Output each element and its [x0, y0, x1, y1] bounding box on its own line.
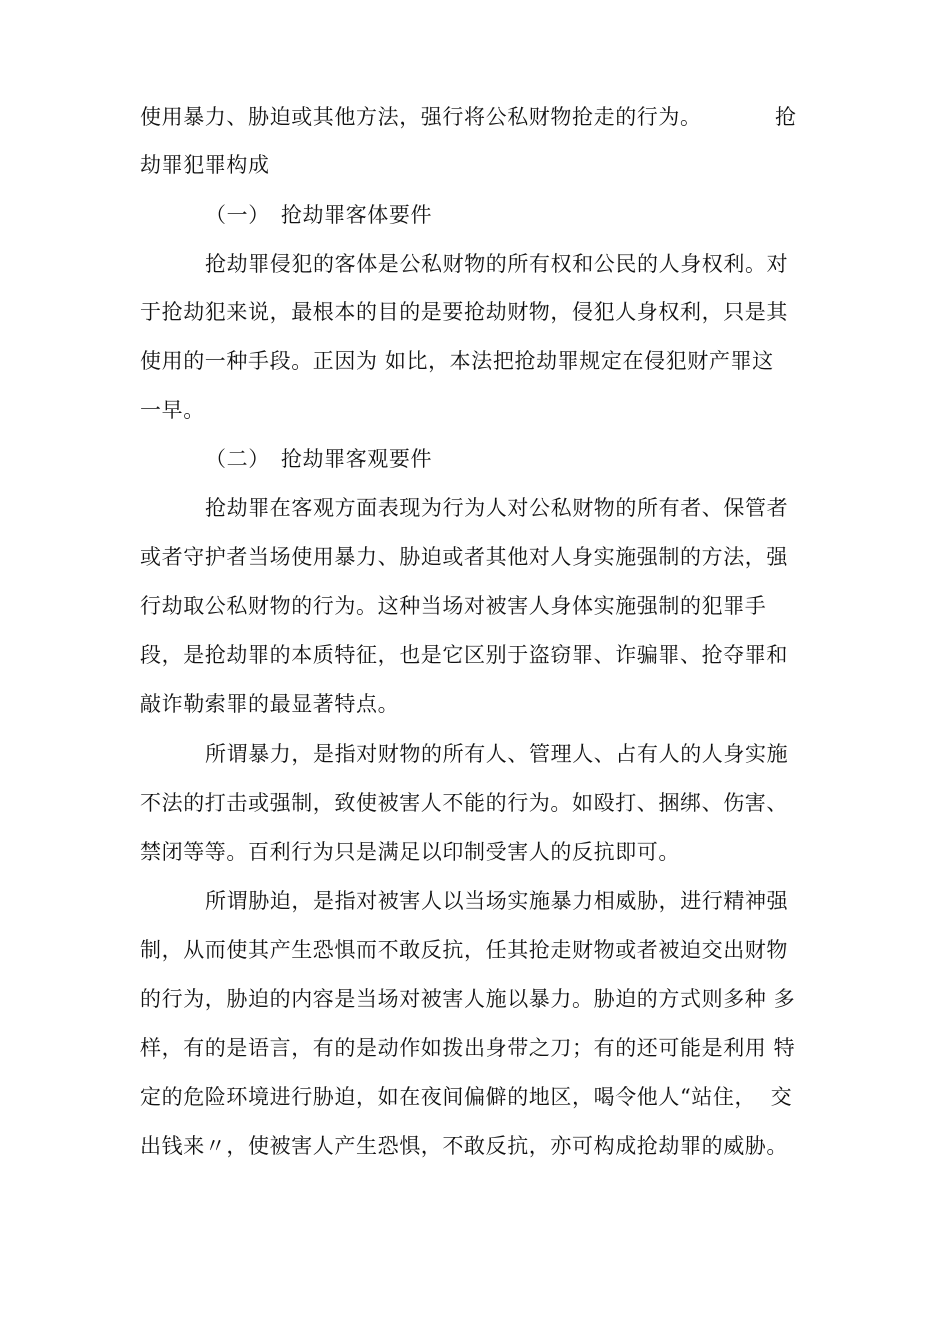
- paragraph-4-line-2: 制，从而使其产生恐惧而不敢反抗，任其抢走财物或者被迫交出财物: [140, 938, 788, 962]
- paragraph-2-line-2: 或者守护者当场使用暴力、胁迫或者其他对人身实施强制的方法，强: [140, 545, 788, 569]
- section-heading-2: （二） 抢劫罪客观要件: [205, 447, 433, 471]
- paragraph-4-line-4: 样，有的是语言，有的是动作如拨出身带之刀；有的还可能是利用 特: [140, 1036, 796, 1060]
- paragraph-3-line-1: 所谓暴力，是指对财物的所有人、管理人、占有人的人身实施: [205, 742, 789, 766]
- paragraph-2-line-5: 敲诈勒索罪的最显著特点。: [140, 692, 400, 716]
- paragraph-1-line-4: 一早。: [140, 398, 205, 422]
- paragraph-4-line-3: 的行为，胁迫的内容是当场对被害人施以暴力。胁迫的方式则多种 多: [140, 987, 796, 1011]
- text-line-1-fragment: 抢: [775, 105, 797, 129]
- section-heading-1: （一） 抢劫罪客体要件: [205, 203, 433, 227]
- paragraph-4-line-5: 定的危险环境进行胁迫，如在夜间偏僻的地区，喝令他人“站住， 交: [140, 1085, 793, 1109]
- paragraph-2-line-4: 段，是抢劫罪的本质特征，也是它区别于盗窃罪、诈骗罪、抢夺罪和: [140, 643, 788, 667]
- text-line-1: 使用暴力、胁迫或其他方法，强行将公私财物抢走的行为。: [140, 105, 702, 129]
- paragraph-2-line-3: 行劫取公私财物的行为。这种当场对被害人身体实施强制的犯罪手: [140, 594, 767, 618]
- paragraph-1-line-3: 使用的一种手段。正因为 如比，本法把抢劫罪规定在侵犯财产罪这: [140, 349, 774, 373]
- paragraph-4-line-1: 所谓胁迫，是指对被害人以当场实施暴力相威胁，进行精神强: [205, 889, 789, 913]
- paragraph-3-line-2: 不法的打击或强制，致使被害人不能的行为。如殴打、捆绑、伤害、: [140, 791, 788, 815]
- paragraph-4-line-6: 出钱来〃，使被害人产生恐惧，不敢反抗，亦可构成抢劫罪的威胁。: [140, 1134, 788, 1158]
- paragraph-2-line-1: 抢劫罪在客观方面表现为行为人对公私财物的所有者、保管者: [205, 496, 789, 520]
- text-line-2: 劫罪犯罪构成: [140, 153, 270, 177]
- paragraph-1-line-2: 于抢劫犯来说，最根本的目的是要抢劫财物，侵犯人身权利，只是其: [140, 300, 788, 324]
- paragraph-3-line-3: 禁闭等等。百利行为只是满足以印制受害人的反抗即可。: [140, 840, 680, 864]
- paragraph-1-line-1: 抢劫罪侵犯的客体是公私财物的所有权和公民的人身权利。对: [205, 252, 789, 276]
